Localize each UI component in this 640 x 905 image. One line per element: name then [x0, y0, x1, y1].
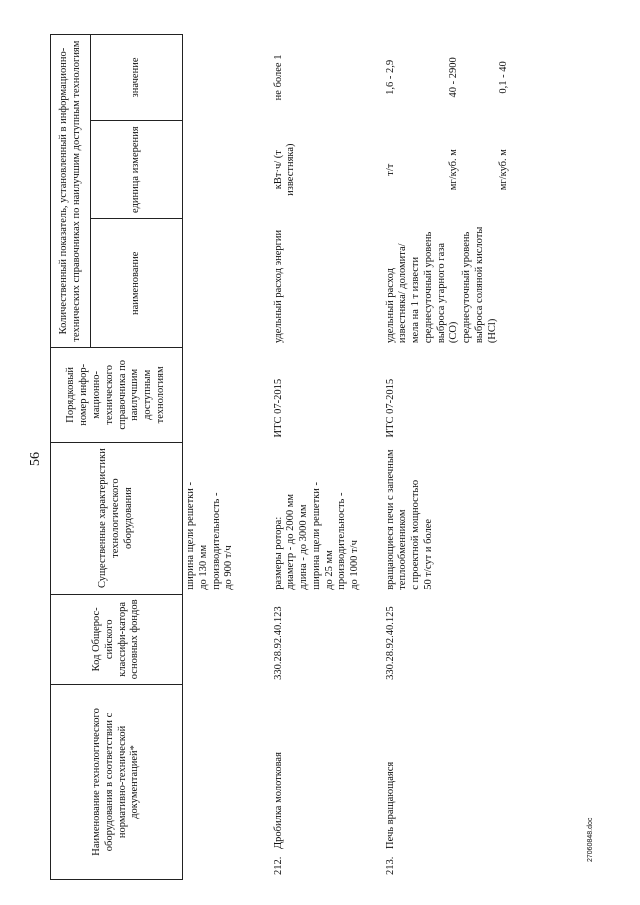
value-cell: 1,6 - 2,9 40 - 2900 0,1 - 40: [383, 35, 513, 121]
indicator-name-cell: удельный расход известняка/ доломита/мела на 1 т извести среднесуточный уровень выброса угарного газа (СО) среднесуточный уровень выброса соляной кислоты (HCl): [383, 219, 513, 348]
table-row: [183, 35, 271, 880]
header-unit: единица измерения: [91, 120, 183, 219]
table-row: [383, 35, 513, 880]
rotated-table-container: [50, 34, 586, 880]
unit-cell: кВт·ч/ (т известняка): [271, 120, 383, 219]
equipment-table: [50, 34, 512, 880]
header-characteristics: Существенные характеристики технологического оборудования: [51, 442, 183, 594]
characteristics-cell: размеры ротора: диаметр - до 2000 мм длина - до 3000 мм ширина щели решетки - до 25 мм производительность - до 1000 т/ч: [271, 442, 383, 594]
header-indicator-name: наименование: [91, 219, 183, 348]
header-value: значение: [91, 35, 183, 121]
code-cell: 330.28.92.40.125: [383, 594, 513, 684]
header-name: Наименование технологического оборудования в соответствии с нормативно-технической документацией*: [51, 684, 183, 879]
header-code: Код Общерос-сийского классифи-катора основных фондов: [51, 594, 183, 684]
page-number: 56: [28, 452, 43, 466]
equipment-name-cell: 213.Печь вращающаяся: [383, 684, 513, 879]
value-cell: не более 1: [271, 35, 383, 121]
equipment-name-cell: 212.Дробилка молотковая: [271, 684, 383, 879]
indicator-name-cell: удельный расход энергии: [271, 219, 383, 348]
header-its-number: Порядковый номер инфор-мационно-технического справочника по наилучшим доступным технологиям: [51, 348, 183, 442]
unit-cell: т/т мг/куб. м мг/куб. м: [383, 120, 513, 219]
code-cell: 330.28.92.40.123: [271, 594, 383, 684]
characteristics-cell: вращающиеся печи с запечным теплообменником с проектной мощностью 50 т/сут и более: [383, 442, 513, 594]
characteristics-cell: ширина щели решетки - до 130 мм производительность - до 900 т/ч: [183, 442, 271, 594]
footer-code: 27060848.doc: [587, 817, 594, 862]
its-cell: ИТС 07-2015: [271, 348, 383, 442]
table-row: [271, 35, 383, 880]
header-indicator-group: Количественный показатель, установленный в информационно-технических справочниках по наилучшим доступным технологиям: [51, 35, 91, 348]
its-cell: ИТС 07-2015: [383, 348, 513, 442]
